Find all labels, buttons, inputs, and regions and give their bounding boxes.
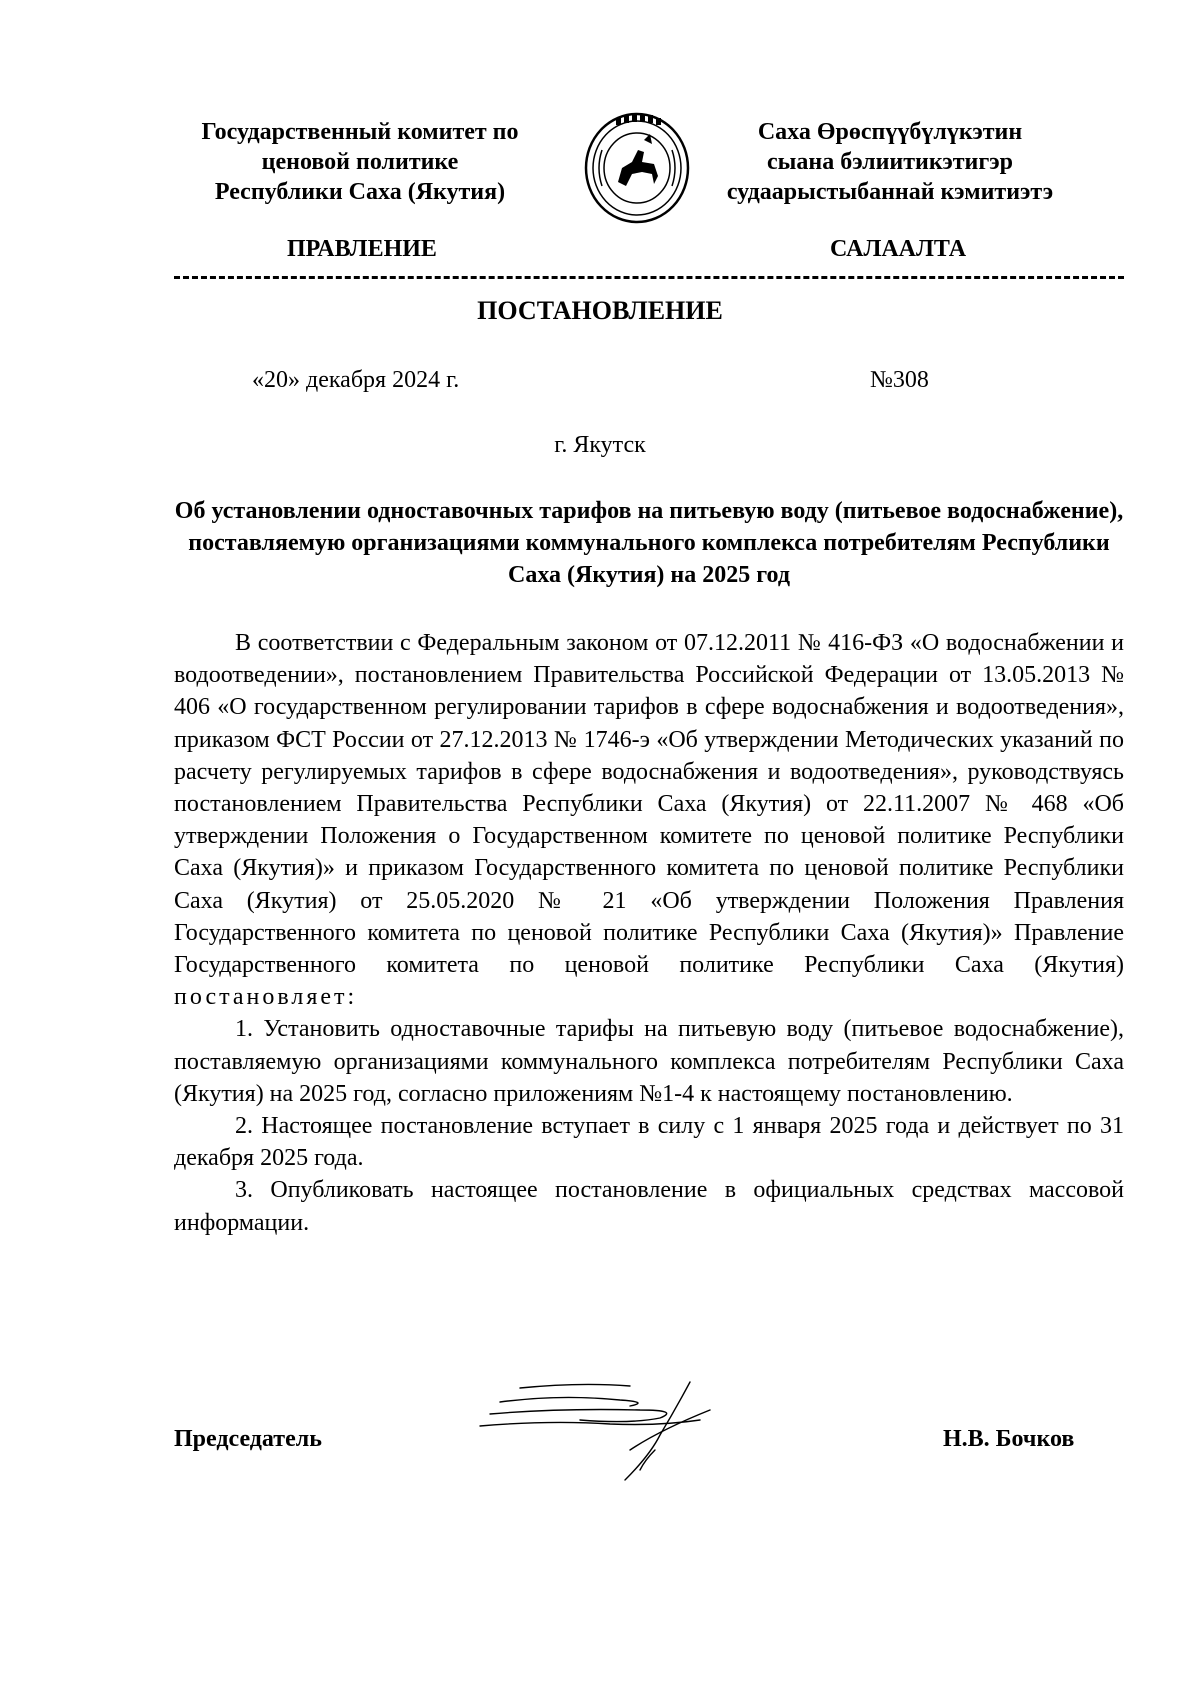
header-left-block <box>170 117 550 207</box>
department-label-right: САЛААЛТА <box>830 236 967 262</box>
header-right-line: сыана бэлиитикэтигэр <box>766 149 1013 175</box>
signatory-role: Председатель <box>174 1426 322 1452</box>
document-date: «20» декабря 2024 г. <box>252 367 460 393</box>
header-right-line: Саха Өрөспүүбүлүкэтин <box>757 119 1023 145</box>
document-number: №308 <box>870 367 929 393</box>
resolution-item: 3. Опубликовать настоящее постановление в официальных средствах массовой информации. <box>174 1177 1124 1236</box>
department-label-left: ПРАВЛЕНИЕ <box>287 236 437 262</box>
header-left-line: ценовой политике <box>261 149 459 175</box>
sakha-republic-emblem-icon <box>582 110 692 225</box>
resolution-item: 2. Настоящее постановление вступает в силу с 1 января 2025 года и действует по 31 декабря 2025 года. <box>174 1113 1124 1172</box>
preamble-paragraph <box>174 627 1124 1013</box>
header-divider <box>174 276 1124 279</box>
signatory-name: Н.В. Бочков <box>943 1426 1075 1452</box>
header-left-line: Государственный комитет по <box>201 119 519 145</box>
document-body <box>174 627 1124 1239</box>
resolves-text: постановляет: <box>174 984 358 1011</box>
document-city: г. Якутск <box>554 432 646 458</box>
document-type: ПОСТАНОВЛЕНИЕ <box>477 296 723 325</box>
header-right-block <box>700 117 1080 207</box>
handwritten-signature-icon <box>460 1380 780 1490</box>
resolution-item: 1. Установить одноставочные тарифы на питьевую воду (питьевое водоснабжение), поставляемую организациями коммунального комплекса потребителям Республики Саха (Якутия) на 2025 год, согласно приложениям №1-4 к настоящему постановлению. <box>174 1016 1124 1107</box>
header-right-line: судаарыстыбаннай кэмитиэтэ <box>726 179 1054 205</box>
header-left-line: Республики Саха (Якутия) <box>214 179 506 205</box>
document-title: Об установлении одноставочных тарифов на питьевую воду (питьевое водоснабжение), поставляемую организациями коммунального комплекса потребителям Республики Саха (Якутия) на 2025 год <box>174 498 1124 588</box>
preamble-text: В соответствии с Федеральным законом от 07.12.2011 № 416-ФЗ «О водоснабжении и водоотведении», постановлением Правительства Российской Федерации от 13.05.2013 № 406 «О государственном регулировании тарифов в сфере водоснабжения и водоотведения», приказом ФСТ России от 27.12.2013 № 1746-э «Об утверждении Методических указаний по расчету регулируемых тарифов в сфере водоснабжения и водоотведения», руководствуясь постановлением Правительства Республики Саха (Якутия) от 22.11.2007 № 468 «Об утверждении Положения о Государственном комитете по ценовой политике Республики Саха (Якутия)» и приказом Государственного комитета по ценовой политике Республики Саха (Якутия) от 25.05.2020 № 21 «Об утверждении Положения Правления Государственного комитета по ценовой политике Республики Саха (Якутия)» Правление Государственного комитета по ценовой политике Республики Саха (Якутия) <box>174 630 1124 979</box>
